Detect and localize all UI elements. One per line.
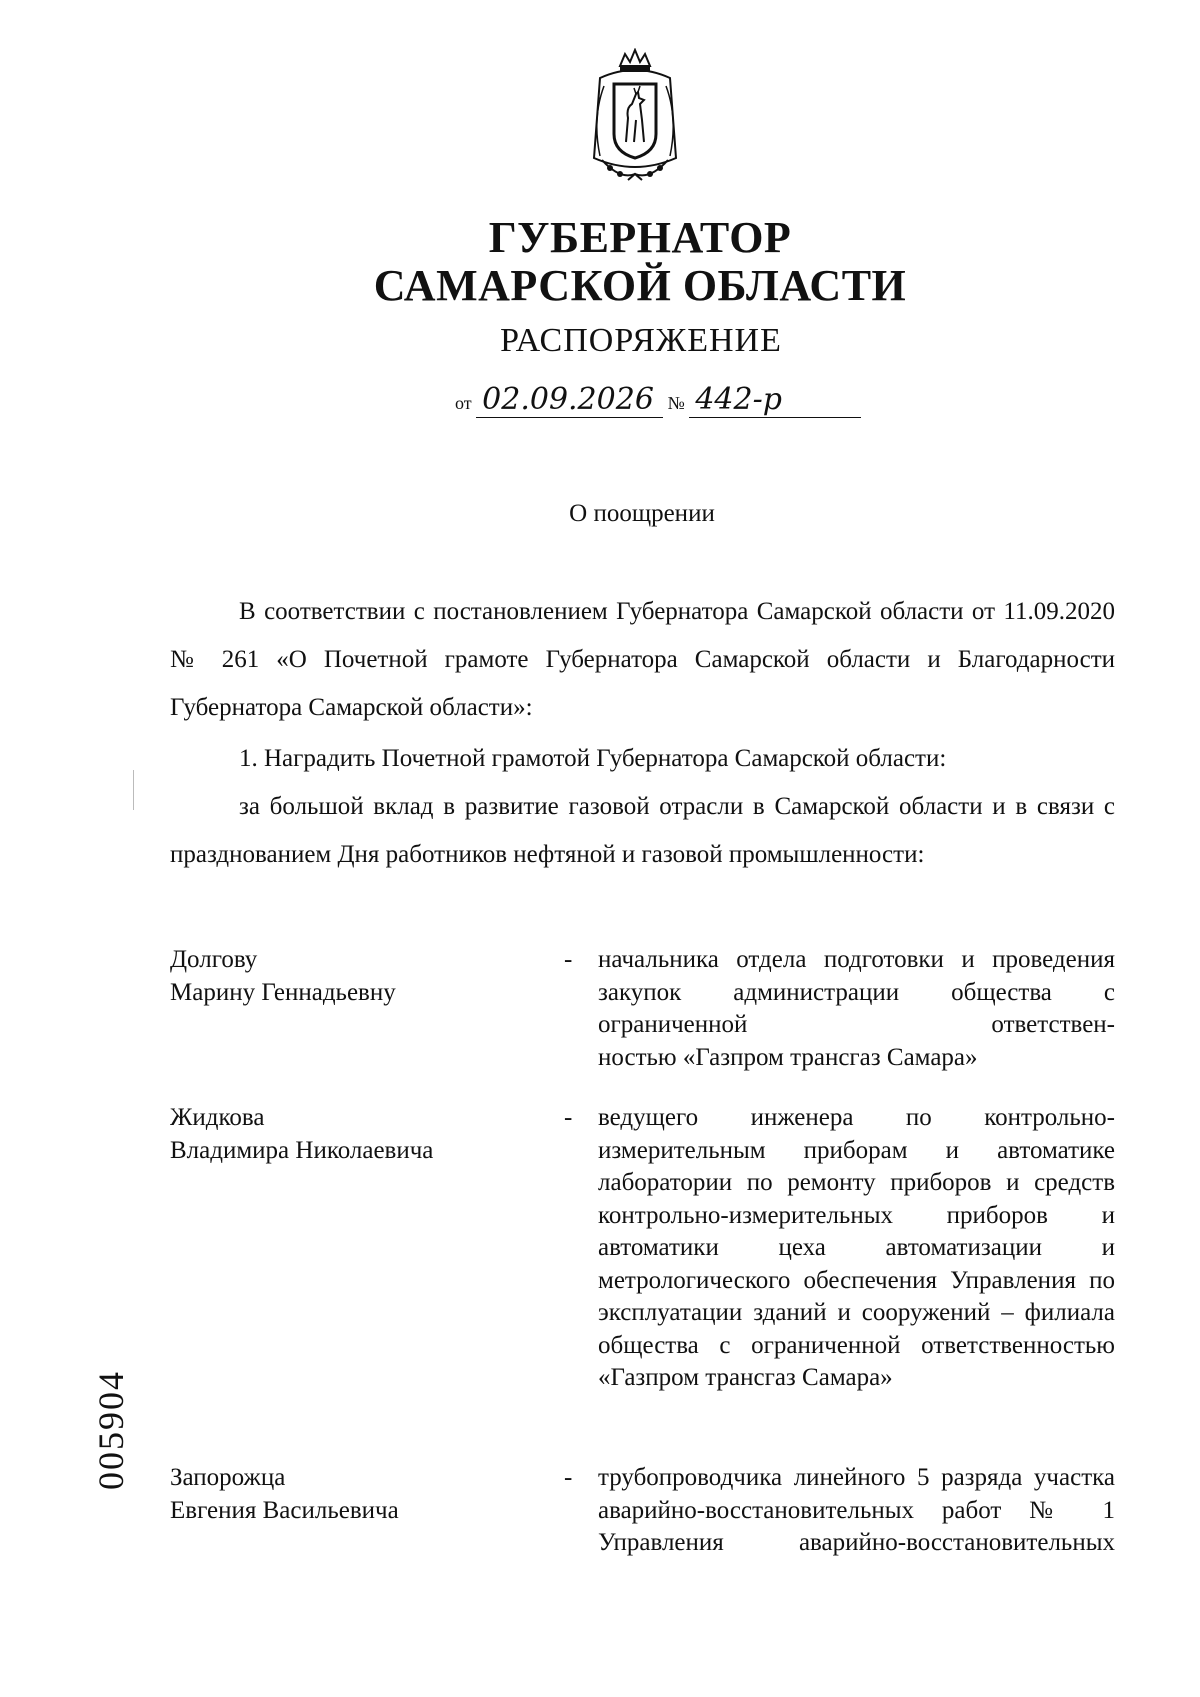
awardee-given-names: Владимира Николаевича xyxy=(170,1136,434,1164)
awardee-surname: Жидкова xyxy=(170,1104,265,1131)
document-number: 442-р xyxy=(689,382,861,418)
awardee-given-names: Евгения Васильевича xyxy=(170,1496,399,1524)
document-date: 02.09.2026 xyxy=(476,382,663,418)
awardee-name xyxy=(170,944,550,1009)
position-text: трубопроводчика линейного 5 разряда участка аварийно-восстановительных работ № 1 Управления аварийно-восстановительных xyxy=(598,1464,1115,1556)
issuer-title-line1: ГУБЕРНАТОР xyxy=(488,213,792,262)
document-type: РАСПОРЯЖЕНИЕ xyxy=(500,322,782,359)
awardee-name xyxy=(170,1462,550,1527)
document-subject: О поощрении xyxy=(569,500,715,527)
intro-paragraph: В соответствии с постановлением Губернатора Самарской области от 11.09.2020 № 261 «О Почетной грамоте Губернатора Самарской области и Благодарности Губернатора Самарской области»: xyxy=(170,598,1115,721)
issuer-title-line2: САМАРСКОЙ ОБЛАСТИ xyxy=(373,261,907,310)
position-text: ведущего инженера по контрольно-измерительным приборам и автоматике лаборатории по ремонту приборов и средств контрольно-измерительных приборов и автоматики цеха автоматизации и метрологического обеспечения Управления по эксплуатации зданий и сооружений – филиала общества с ограниченной ответственностью xyxy=(598,1104,1115,1359)
awardee-position xyxy=(598,1102,1115,1395)
side-serial-number: 005904 xyxy=(91,1370,131,1490)
position-text-last-line: ностью «Газпром трансгаз Самара» xyxy=(598,1043,978,1071)
position-text: начальника отдела подготовки и проведения закупок администрации общества с ограниченной ответствен- xyxy=(598,946,1115,1038)
awardee-name xyxy=(170,1102,550,1167)
awardee-position xyxy=(598,1462,1115,1560)
margin-mark xyxy=(133,770,136,810)
awardee-surname: Долгову xyxy=(170,946,258,973)
entry-dash: - xyxy=(564,1464,573,1491)
date-prefix: от xyxy=(455,393,472,413)
awardee-surname: Запорожца xyxy=(170,1464,286,1491)
entry-dash: - xyxy=(564,1104,573,1131)
position-text-last-line: «Газпром трансгаз Самара» xyxy=(598,1364,893,1391)
item-1-paragraph: 1. Наградить Почетной грамотой Губернатора Самарской области: xyxy=(239,745,947,772)
award-reason-paragraph: за большой вклад в развитие газовой отрасли в Самарской области и в связи с празднованием Дня работников нефтяной и газовой промышленности: xyxy=(170,793,1115,868)
number-prefix: № xyxy=(667,393,685,413)
entry-dash: - xyxy=(564,946,573,973)
awardee-given-names: Марину Геннадьевну xyxy=(170,978,396,1006)
registration-line xyxy=(455,382,861,418)
awardee-position xyxy=(598,944,1115,1074)
samara-coat-of-arms-icon xyxy=(580,48,690,188)
